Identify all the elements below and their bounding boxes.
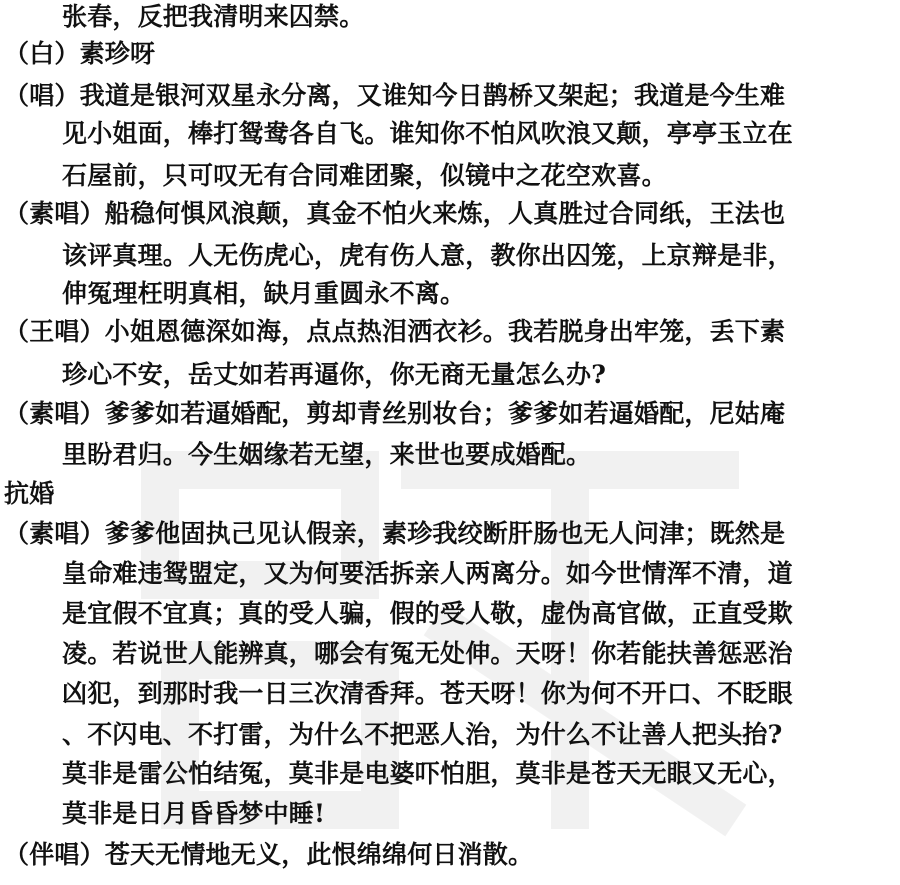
text-line: （白）素珍呀 bbox=[4, 39, 156, 68]
text-line: 、不闪电、不打雷，为什么不把恶人治，为什么不让善人把头抬? bbox=[62, 720, 783, 749]
text-line: 莫非是日月昏昏梦中睡! bbox=[62, 799, 326, 828]
text-line: 张春，反把我清明来囚禁。 bbox=[62, 2, 365, 31]
text-line: 是宜假不宜真；真的受人骗，假的受人敬，虚伪高官做，正直受欺 bbox=[62, 599, 793, 628]
text-line: 伸冤理枉明真相，缺月重圆永不离。 bbox=[62, 279, 466, 308]
text-line: 莫非是雷公怕结冤，莫非是电婆吓怕胆，莫非是苍天无眼又无心， bbox=[62, 759, 793, 788]
text-line: 石屋前，只可叹无有合同难团聚，似镜中之花空欢喜。 bbox=[62, 161, 667, 190]
text-line: （唱）我道是银河双星永分离，又谁知今日鹊桥又架起；我道是今生难 bbox=[4, 81, 786, 110]
text-line: （伴唱）苍天无情地无义，此恨绵绵何日消散。 bbox=[4, 840, 534, 869]
text-line: （王唱）小姐恩德深如海，点点热泪洒衣衫。我若脱身出牢笼，丢下素 bbox=[4, 317, 786, 346]
text-line: 凶犯，到那时我一日三次清香拜。苍天呀！你为何不开口、不眨眼 bbox=[62, 679, 793, 708]
section-heading: 抗婚 bbox=[4, 479, 55, 508]
text-line: （素唱）船稳何惧风浪颠，真金不怕火来炼，人真胜过合同纸，王法也 bbox=[4, 199, 786, 228]
text-line: 该评真理。人无伤虎心，虎有伤人意，教你出囚笼，上京辩是非， bbox=[62, 241, 793, 270]
text-line: 凌。若说世人能辨真，哪会有冤无处伸。天呀！你若能扶善惩恶治 bbox=[62, 639, 793, 668]
text-line: （素唱）爹爹如若逼婚配，剪却青丝别妆台；爹爹如若逼婚配，尼姑庵 bbox=[4, 399, 786, 428]
text-line: 皇命难违鸳盟定，又为何要活拆亲人两离分。如今世情浑不清，道 bbox=[62, 559, 793, 588]
text-line: 珍心不安，岳丈如若再逼你，你无商无量怎么办? bbox=[62, 360, 607, 389]
text-line: 里盼君归。今生姻缘若无望，来世也要成婚配。 bbox=[62, 440, 592, 469]
text-line: 见小姐面，棒打鸳鸯各自飞。谁知你不怕风吹浪又颠，亭亭玉立在 bbox=[62, 119, 793, 148]
text-line: （素唱）爹爹他固执己见认假亲，素珍我绞断肝肠也无人问津；既然是 bbox=[4, 519, 786, 548]
